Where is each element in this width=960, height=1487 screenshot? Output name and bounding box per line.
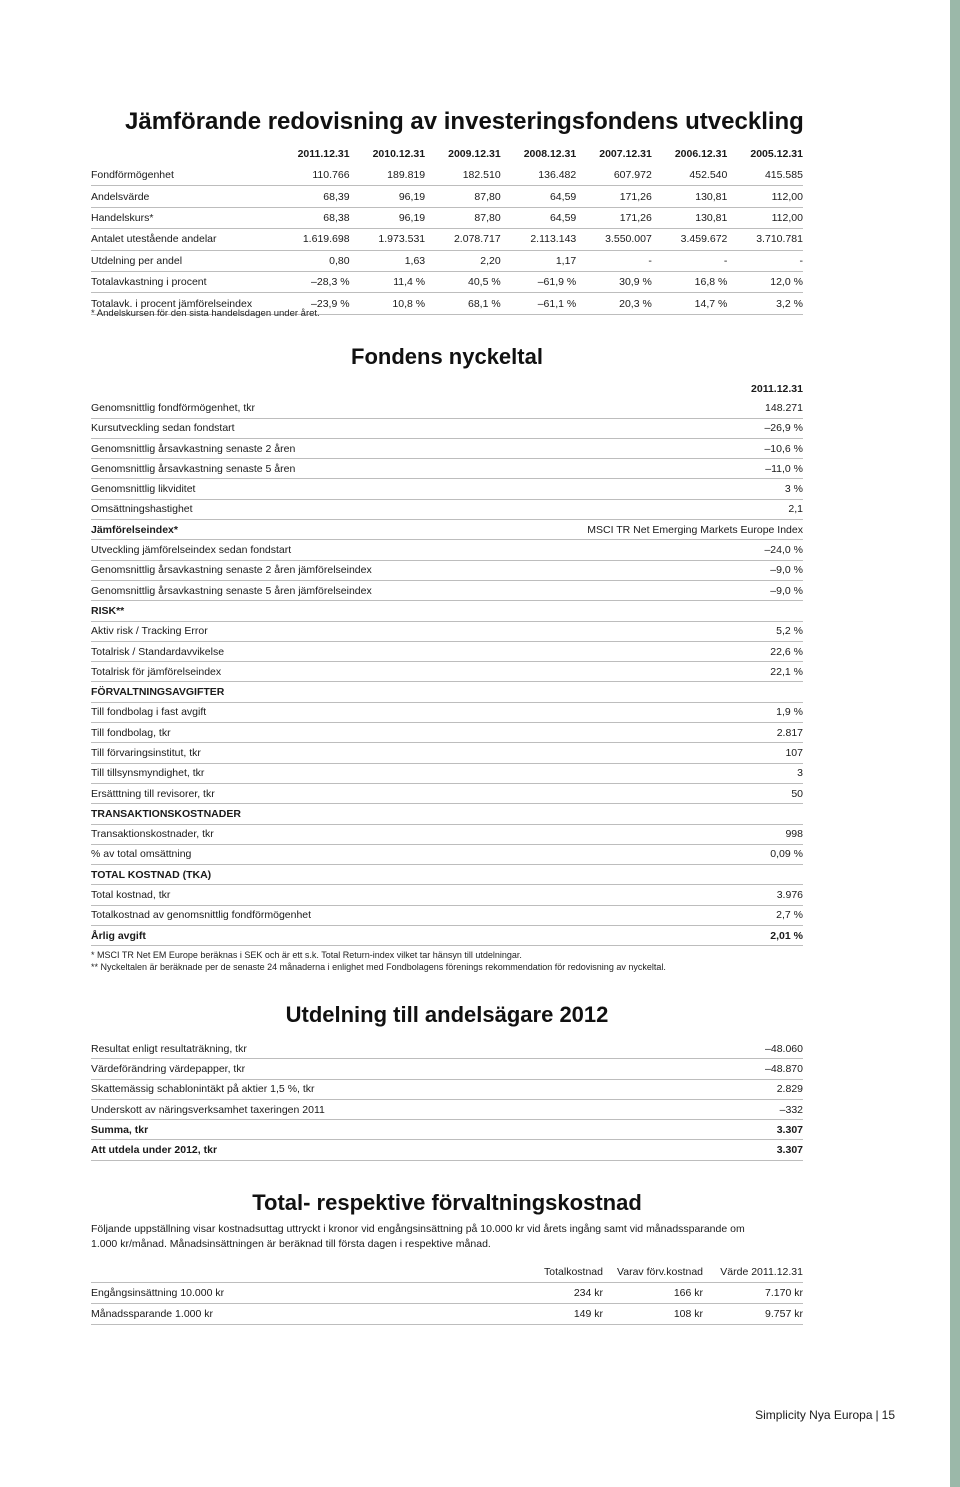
- comparison-cell: 607.972: [613, 169, 652, 182]
- distribution-row-value: –48.870: [765, 1062, 803, 1075]
- keyfigures-row-value: 148.271: [765, 401, 803, 414]
- comparison-row: [91, 229, 803, 250]
- keyfigures-row-value: 3.976: [776, 889, 803, 902]
- keyfigures-row-value: 5,2 %: [776, 625, 803, 638]
- keyfigures-row-value: 50: [791, 787, 803, 800]
- comparison-cell: 30,9 %: [619, 276, 652, 289]
- distribution-row-label: Summa, tkr: [91, 1123, 149, 1136]
- distribution-row-value: –332: [779, 1103, 803, 1116]
- comparison-column-header: 2008.12.31: [523, 148, 577, 160]
- comparison-cell: 16,8 %: [694, 276, 728, 289]
- comparison-cell: 87,80: [474, 190, 501, 203]
- comparison-row: [91, 186, 803, 207]
- keyfigures-row: [91, 682, 803, 702]
- costs-cell: 149 kr: [573, 1308, 603, 1320]
- comparison-cell: -: [648, 254, 652, 267]
- keyfigures-row-label: Årlig avgift: [91, 929, 146, 942]
- keyfigures-row: [91, 561, 803, 581]
- keyfigures-row-value: –9,0 %: [770, 584, 803, 597]
- comparison-cell: 3.710.781: [756, 233, 803, 246]
- keyfigures-row: [91, 825, 803, 845]
- costs-column-header: Totalkostnad: [544, 1266, 603, 1278]
- keyfigures-row: [91, 419, 803, 439]
- keyfigures-row-label: Till fondbolag i fast avgift: [91, 706, 207, 719]
- comparison-row-label: Fondförmögenhet: [91, 169, 174, 182]
- keyfigures-row-value: –26,9 %: [764, 422, 803, 435]
- keyfigures-row: [91, 865, 803, 885]
- keyfigures-row: [91, 601, 803, 621]
- keyfigures-row-label: RISK**: [91, 604, 125, 617]
- keyfigures-footnote-1: * MSCI TR Net EM Europe beräknas i SEK och är ett s.k. Total Return-index vilket tar hänsyn till utdelningar.: [91, 950, 522, 960]
- keyfigures-row-label: TRANSAKTIONSKOSTNADER: [91, 807, 241, 820]
- comparison-table: [91, 143, 803, 315]
- distribution-row-value: 2.829: [776, 1083, 803, 1096]
- distribution-row-label: Att utdela under 2012, tkr: [91, 1144, 218, 1157]
- keyfigures-row-value: 2,7 %: [776, 909, 803, 922]
- costs-row: [91, 1304, 803, 1325]
- distribution-row-label: Resultat enligt resultaträkning, tkr: [91, 1042, 247, 1055]
- comparison-cell: –23,9 %: [311, 297, 350, 310]
- footer-fund-name: Simplicity Nya Europa: [755, 1408, 873, 1422]
- comparison-row-label: Andelsvärde: [91, 190, 150, 203]
- comparison-cell: 1.973.531: [378, 233, 426, 246]
- keyfigures-row: [91, 906, 803, 926]
- costs-cell: 166 kr: [673, 1287, 703, 1299]
- comparison-cell: 14,7 %: [694, 297, 728, 310]
- keyfigures-row: [91, 622, 803, 642]
- comparison-column-header: 2005.12.31: [750, 148, 803, 160]
- comparison-cell: 189.819: [387, 169, 426, 182]
- keyfigures-row: [91, 642, 803, 662]
- comparison-footnote-wrap: [91, 308, 803, 319]
- comparison-cell: 130,81: [695, 190, 728, 203]
- costs-header-row: [91, 1262, 803, 1283]
- costs-cell: 9.757 kr: [765, 1308, 803, 1320]
- costs-row: [91, 1283, 803, 1304]
- keyfigures-row-label: Till fondbolag, tkr: [91, 726, 171, 739]
- distribution-row-label: Underskott av näringsverksamhet taxeringen 2011: [91, 1103, 325, 1116]
- comparison-cell: –28,3 %: [311, 276, 350, 289]
- keyfigures-row: [91, 459, 803, 479]
- comparison-cell: 1,63: [404, 254, 426, 267]
- keyfigures-row-label: Genomsnittlig fondförmögenhet, tkr: [91, 401, 256, 414]
- costs-intro-line-2: 1.000 kr/månad. Månadsinsättningen är beräknad till första dagen i respektive månad.: [91, 1238, 491, 1250]
- keyfigures-date-header: 2011.12.31: [751, 382, 803, 395]
- keyfigures-row-value: 998: [785, 828, 803, 841]
- keyfigures-row-value: –24,0 %: [764, 544, 803, 557]
- keyfigures-row-label: Genomsnittlig årsavkastning senaste 2 åren jämförelseindex: [91, 564, 372, 577]
- comparison-row: [91, 165, 803, 186]
- distribution-row-label: Värdeförändring värdepapper, tkr: [91, 1062, 246, 1075]
- keyfigures-row-value: 3: [797, 767, 803, 780]
- keyfigures-row-value: 22,6 %: [770, 645, 803, 658]
- keyfigures-row: [91, 743, 803, 763]
- comparison-cell: 415.585: [764, 169, 803, 182]
- distribution-row: [91, 1120, 803, 1140]
- keyfigures-footnote-2: ** Nyckeltalen är beräknade per de senaste 24 månaderna i enlighet med Fondbolagens förenings rekommendation för redovisning av nyckeltal.: [91, 962, 666, 972]
- keyfigures-title: Fondens nyckeltal: [351, 344, 543, 369]
- keyfigures-row-value: 2,01 %: [770, 929, 803, 942]
- comparison-cell: 171,26: [619, 211, 652, 224]
- comparison-cell: 3.459.672: [680, 233, 728, 246]
- keyfigures-row: [91, 845, 803, 865]
- keyfigures-row-label: Totalkostnad av genomsnittlig fondförmögenhet: [91, 909, 312, 922]
- comparison-cell: 452.540: [689, 169, 728, 182]
- keyfigures-row: [91, 439, 803, 459]
- distribution-title-wrap: [91, 1002, 803, 1028]
- distribution-row: [91, 1039, 803, 1059]
- comparison-cell: 64,59: [549, 190, 577, 203]
- keyfigures-row: [91, 581, 803, 601]
- keyfigures-row-label: Genomsnittlig årsavkastning senaste 5 åren jämförelseindex: [91, 584, 372, 597]
- comparison-cell: 87,80: [474, 211, 501, 224]
- distribution-table: [91, 1039, 803, 1161]
- comparison-row-label: Utdelning per andel: [91, 254, 183, 267]
- comparison-column-header: 2006.12.31: [674, 148, 728, 160]
- keyfigures-row-label: Till förvaringsinstitut, tkr: [91, 746, 201, 759]
- comparison-row-label: Totalavk. i procent jämförelseindex: [91, 297, 253, 310]
- keyfigures-row: [91, 398, 803, 418]
- distribution-row: [91, 1059, 803, 1079]
- comparison-row: [91, 272, 803, 293]
- costs-intro: [91, 1222, 803, 1252]
- keyfigures-row: [91, 479, 803, 499]
- comparison-row-label: Totalavkastning i procent: [91, 276, 207, 289]
- comparison-cell: –61,9 %: [537, 276, 577, 289]
- keyfigures-row-label: Jämförelseindex*: [91, 523, 178, 536]
- comparison-column-header: 2009.12.31: [448, 148, 501, 160]
- costs-column-header: Värde 2011.12.31: [720, 1266, 803, 1278]
- keyfigures-row-value: 0,09 %: [770, 848, 803, 861]
- comparison-cell: 3,2 %: [776, 297, 803, 310]
- comparison-cell: 64,59: [549, 211, 577, 224]
- comparison-cell: 2,20: [480, 254, 501, 267]
- keyfigures-row-label: Genomsnittlig likviditet: [91, 483, 196, 496]
- comparison-column-header: 2007.12.31: [599, 148, 652, 160]
- keyfigures-row-value: MSCI TR Net Emerging Markets Europe Index: [587, 523, 803, 536]
- comparison-cell: 136.482: [538, 169, 577, 182]
- comparison-cell: -: [799, 254, 803, 267]
- keyfigures-row-label: Omsättningshastighet: [91, 503, 193, 516]
- keyfigures-row-label: Till tillsynsmyndighet, tkr: [91, 767, 205, 780]
- costs-row-label: Månadssparande 1.000 kr: [91, 1308, 213, 1320]
- comparison-cell: 68,39: [323, 190, 350, 203]
- distribution-title: Utdelning till andelsägare 2012: [285, 1002, 609, 1027]
- comparison-cell: 2.078.717: [453, 233, 501, 246]
- keyfigures-row-value: 3 %: [784, 483, 803, 496]
- comparison-cell: 12,0 %: [770, 276, 803, 289]
- keyfigures-row: [91, 662, 803, 682]
- costs-intro-line-1: Följande uppställning visar kostnadsuttag uttryckt i kronor vid engångsinsättning på 10.000 kr vid årets ingång samt vid månadssparande om: [91, 1223, 745, 1235]
- comparison-footnote: * Andelskursen för den sista handelsdagen under året.: [91, 308, 320, 319]
- keyfigures-row-label: Aktiv risk / Tracking Error: [91, 625, 208, 638]
- costs-column-header: Varav förv.kostnad: [617, 1266, 703, 1278]
- keyfigures-row: [91, 764, 803, 784]
- keyfigures-header-row: [91, 379, 803, 398]
- footer-separator: |: [875, 1408, 879, 1422]
- distribution-row-value: 3.307: [776, 1144, 803, 1157]
- keyfigures-row-label: Ersätttning till revisorer, tkr: [91, 787, 215, 800]
- page-footer: [755, 1408, 895, 1422]
- comparison-cell: 110.766: [312, 169, 350, 182]
- comparison-cell: 20,3 %: [619, 297, 652, 310]
- costs-table: [91, 1262, 803, 1325]
- keyfigures-table: [91, 379, 803, 946]
- keyfigures-row-value: –11,0 %: [765, 462, 803, 475]
- comparison-title: Jämförande redovisning av investeringsfondens utveckling: [125, 108, 804, 135]
- comparison-cell: 40,5 %: [467, 276, 501, 289]
- keyfigures-row-label: % av total omsättning: [91, 848, 192, 861]
- keyfigures-row: [91, 784, 803, 804]
- keyfigures-title-wrap: [91, 344, 803, 370]
- keyfigures-row-value: –9,0 %: [770, 564, 803, 577]
- comparison-cell: 3.550.007: [605, 233, 652, 246]
- keyfigures-row: [91, 885, 803, 905]
- keyfigures-row: [91, 540, 803, 560]
- side-color-stripe: [950, 0, 960, 1487]
- comparison-cell: 11,4 %: [393, 276, 426, 289]
- comparison-row: [91, 208, 803, 229]
- keyfigures-row-label: Genomsnittlig årsavkastning senaste 2 åren: [91, 442, 296, 455]
- footer-page-number: 15: [881, 1408, 895, 1422]
- comparison-cell: 1.619.698: [302, 233, 350, 246]
- keyfigures-row-label: TOTAL KOSTNAD (TKA): [91, 868, 212, 881]
- keyfigures-row-value: 22,1 %: [770, 665, 803, 678]
- comparison-cell: 0,80: [329, 254, 350, 267]
- comparison-cell: 2.113.143: [530, 233, 577, 246]
- costs-cell: 234 kr: [573, 1287, 603, 1299]
- keyfigures-row-value: 107: [785, 746, 803, 759]
- comparison-cell: 182.510: [462, 169, 501, 182]
- costs-cell: 7.170 kr: [765, 1287, 803, 1299]
- distribution-row-value: –48.060: [765, 1042, 803, 1055]
- keyfigures-row: [91, 723, 803, 743]
- keyfigures-row-value: 1,9 %: [776, 706, 803, 719]
- keyfigures-row-label: Utveckling jämförelseindex sedan fondstart: [91, 544, 292, 557]
- keyfigures-row: [91, 500, 803, 520]
- distribution-row-label: Skattemässig schablonintäkt på aktier 1,5 %, tkr: [91, 1083, 315, 1096]
- keyfigures-footnotes: [91, 950, 803, 972]
- keyfigures-row: [91, 520, 803, 540]
- comparison-cell: 10,8 %: [392, 297, 426, 310]
- costs-title-wrap: [91, 1190, 803, 1216]
- keyfigures-row-label: FÖRVALTNINGSAVGIFTER: [91, 686, 225, 699]
- keyfigures-row-label: Totalrisk för jämförelseindex: [91, 665, 222, 678]
- keyfigures-row: [91, 804, 803, 824]
- keyfigures-row-value: 2.817: [776, 726, 803, 739]
- comparison-row: [91, 251, 803, 272]
- keyfigures-row-label: Total kostnad, tkr: [91, 889, 171, 902]
- distribution-row: [91, 1140, 803, 1160]
- distribution-row: [91, 1100, 803, 1120]
- keyfigures-row-label: Genomsnittlig årsavkastning senaste 5 åren: [91, 462, 296, 475]
- keyfigures-row-label: Totalrisk / Standardavvikelse: [91, 645, 225, 658]
- comparison-cell: 68,38: [323, 211, 350, 224]
- keyfigures-row: [91, 926, 803, 946]
- comparison-cell: 96,19: [398, 211, 426, 224]
- comparison-column-header: 2010.12.31: [372, 148, 426, 160]
- comparison-cell: 1,17: [555, 254, 577, 267]
- comparison-cell: –61,1 %: [537, 297, 577, 310]
- keyfigures-row: [91, 703, 803, 723]
- comparison-cell: 96,19: [398, 190, 426, 203]
- distribution-row-value: 3.307: [776, 1123, 803, 1136]
- keyfigures-row-value: 2,1: [788, 503, 803, 516]
- keyfigures-row-label: Kursutveckling sedan fondstart: [91, 422, 235, 435]
- costs-title: Total- respektive förvaltningskostnad: [252, 1190, 642, 1215]
- comparison-column-header: 2011.12.31: [297, 148, 350, 160]
- costs-cell: 108 kr: [673, 1308, 703, 1320]
- comparison-cell: 112,00: [771, 211, 803, 224]
- comparison-cell: 171,26: [619, 190, 652, 203]
- comparison-row-label: Handelskurs*: [91, 211, 154, 224]
- comparison-row-label: Antalet utestående andelar: [91, 233, 217, 246]
- comparison-cell: 112,00: [771, 190, 803, 203]
- comparison-cell: 130,81: [695, 211, 728, 224]
- comparison-header-row: [91, 143, 803, 165]
- comparison-title-wrap: [91, 108, 803, 136]
- keyfigures-row-value: –10,6 %: [764, 442, 803, 455]
- comparison-cell: 68,1 %: [467, 297, 501, 310]
- distribution-row: [91, 1080, 803, 1100]
- comparison-cell: -: [723, 254, 728, 267]
- costs-row-label: Engångsinsättning 10.000 kr: [91, 1287, 225, 1299]
- keyfigures-row-label: Transaktionskostnader, tkr: [91, 828, 214, 841]
